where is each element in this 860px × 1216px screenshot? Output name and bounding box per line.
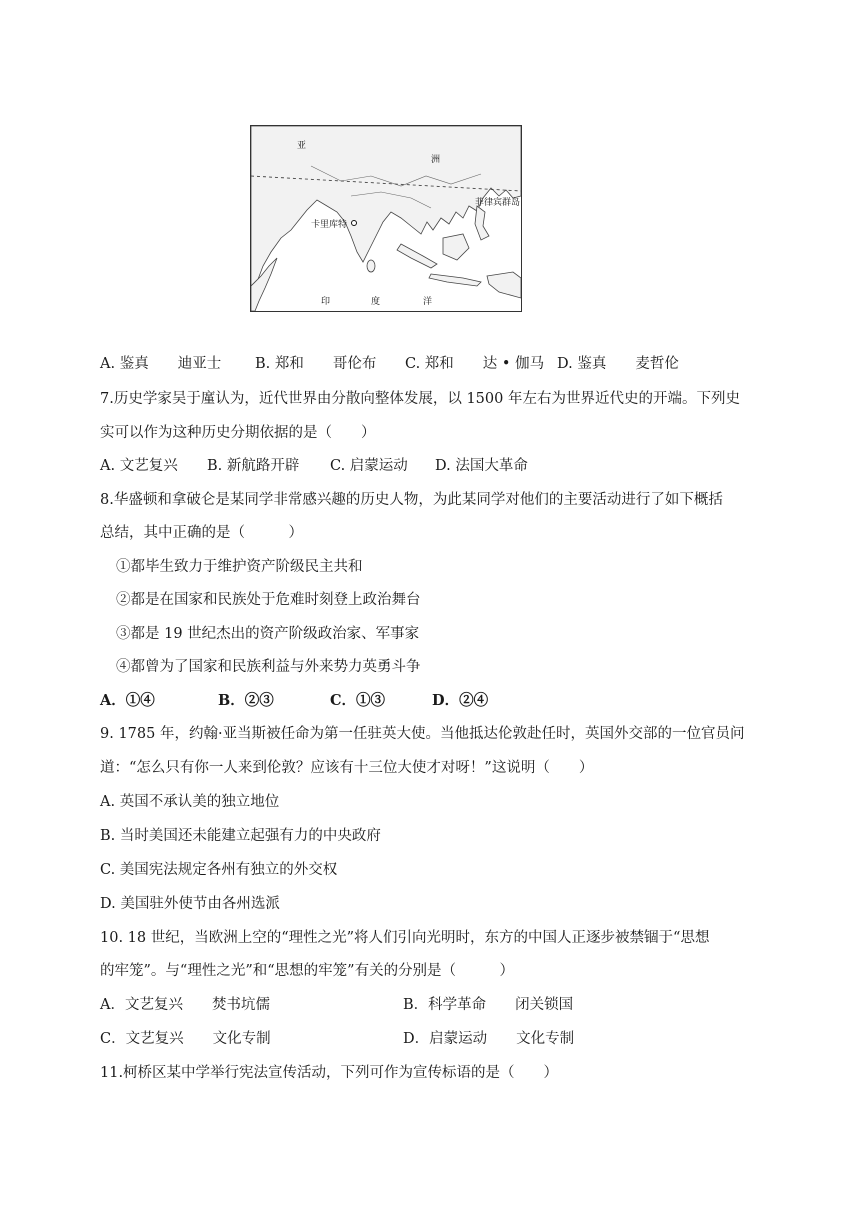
q10-stem-line1: 10. 18 世纪，当欧洲上空的“理性之光”将人们引向光明时，东方的中国人正逐步被禁锢于“思想 [100, 930, 710, 946]
map-label-asia: 亚 [297, 141, 307, 151]
q6-option-d: D. 鉴真 麦哲伦 [557, 356, 679, 372]
q6-option-c: C. 郑和 达 • 伽马 [405, 356, 545, 372]
q8-statement-4: ④都曾为了国家和民族利益与外来势力英勇斗争 [116, 659, 421, 675]
philippine-islands [475, 206, 489, 240]
q6-option-a: A. 鉴真 迪亚士 [100, 356, 222, 372]
q9-option-c: C. 美国宪法规定各州有独立的外交权 [100, 862, 338, 878]
q8-stem-line2: 总结，其中正确的是（ ） [100, 525, 303, 541]
q7-option-c: C. 启蒙运动 [330, 458, 408, 474]
new-guinea-australia-coast [487, 272, 521, 298]
q8-option-c: C．①③ [330, 692, 386, 709]
q7-stem-line2: 实可以作为这种历史分期依据的是（ ） [100, 425, 376, 441]
q9-stem-line2: 道：“怎么只有你一人来到伦敦？应该有十三位大使才对呀！”这说明（ ） [100, 760, 594, 776]
q7-stem-line1: 7.历史学家吴于廑认为，近代世界由分散向整体发展，以 1500 年左右为世界近代史的开端。下列史 [100, 391, 740, 407]
java-island [429, 274, 481, 286]
map-figure [250, 125, 522, 312]
q8-option-b: B．②③ [218, 692, 274, 709]
map-label-philippines: 菲律宾群岛 [475, 198, 521, 208]
map-label-ocean-1: 印 [321, 297, 331, 307]
asia-indian-ocean-map [251, 126, 521, 311]
borneo-island [443, 234, 469, 260]
q8-stem-line1: 8.华盛顿和拿破仑是某同学非常感兴趣的历史人物，为此某同学对他们的主要活动进行了如下概括 [100, 492, 723, 508]
q9-option-b: B. 当时美国还未能建立起强有力的中央政府 [100, 828, 381, 844]
map-label-calicut: 卡里库特 [311, 220, 348, 230]
q9-option-d: D. 美国驻外使节由各州选派 [100, 896, 280, 912]
sumatra-island [397, 244, 437, 268]
q7-option-b: B. 新航路开辟 [207, 458, 300, 474]
q8-statement-2: ②都是在国家和民族处于危难时刻登上政治舞台 [116, 592, 421, 608]
q9-stem-line1: 9. 1785 年，约翰·亚当斯被任命为第一任驻英大使。当他抵达伦敦赴任时，英国外交部的一位官员问 [100, 726, 745, 742]
q10-option-b: B．科学革命 闭关锁国 [403, 997, 574, 1013]
q8-statement-3: ③都是 19 世纪杰出的资产阶级政治家、军事家 [116, 626, 420, 642]
q8-option-a: A．①④ [100, 692, 155, 709]
q10-option-d: D．启蒙运动 文化专制 [403, 1031, 575, 1047]
calicut-marker [352, 221, 357, 226]
q10-stem-line2: 的牢笼”。与“理性之光”和“思想的牢笼”有关的分别是（ ） [100, 963, 515, 979]
map-label-zhou: 洲 [431, 155, 441, 165]
q8-statement-1: ①都毕生致力于维护资产阶级民主共和 [116, 559, 363, 575]
q11-stem-line1: 11.柯桥区某中学举行宪法宣传活动，下列可作为宣传标语的是（ ） [100, 1065, 559, 1081]
q7-option-d: D. 法国大革命 [435, 458, 528, 474]
map-label-ocean-3: 洋 [423, 297, 433, 307]
q10-option-a: A．文艺复兴 焚书坑儒 [100, 997, 270, 1013]
q9-option-a: A. 英国不承认美的独立地位 [100, 794, 280, 810]
q8-option-d: D．②④ [432, 692, 489, 709]
sri-lanka-island [367, 260, 375, 272]
q7-option-a: A. 文艺复兴 [100, 458, 178, 474]
q10-option-c: C．文艺复兴 文化专制 [100, 1031, 271, 1047]
map-label-ocean-2: 度 [371, 297, 381, 307]
q6-option-b: B. 郑和 哥伦布 [255, 356, 377, 372]
